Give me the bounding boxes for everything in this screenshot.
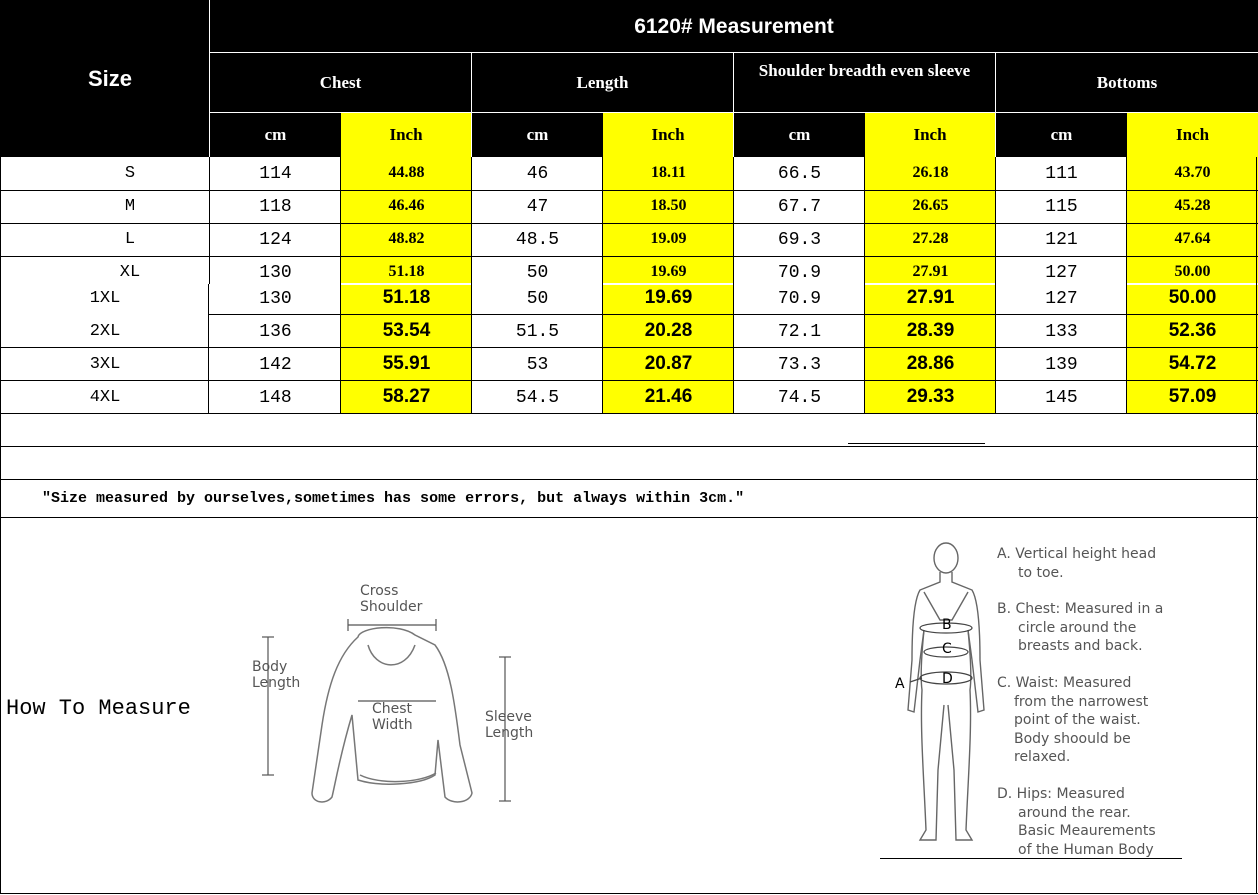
size-cell: 4XL [89,388,121,407]
chest-width-label: Chest [372,701,413,717]
description-d: D. Hips: Measured around the rear. Basic Meaurements of the Human Body [997,786,1156,858]
column-group-shoulder: Shoulder breadth even sleeve [758,61,971,80]
inch-value-cell: 29.33 [906,386,955,407]
inch-value-cell: 45.28 [1174,197,1211,214]
sleeve-length-label: Sleeve [485,709,532,725]
cm-value-cell: 67.7 [777,197,822,217]
human-body-icon [908,543,984,840]
inch-value-cell: 52.36 [1168,320,1217,341]
cm-value-cell: 133 [1045,322,1078,342]
column-group-bottoms: Bottoms [1096,72,1158,92]
row-divider [0,347,1258,348]
inch-value-cell: 18.50 [650,197,687,214]
unit-header: Inch [341,113,471,157]
sweater-measure-figure [240,575,540,815]
inch-value-cell: 20.28 [644,320,693,341]
size-cell: S [124,164,136,183]
description-c: C. Waist: Measured from the narrowest point of the waist. Body shoould be relaxed. [997,675,1149,765]
cm-value-cell: 47 [526,197,549,217]
inch-value-cell: 26.18 [912,164,949,181]
inch-value-cell: 44.88 [388,164,425,181]
row-divider [0,413,1258,414]
unit-header: Inch [603,113,733,157]
inch-value-cell: 58.27 [382,386,431,407]
row-divider [0,256,1258,257]
size-note: "Size measured by ourselves,sometimes has some errors, but always within 3cm." [42,490,745,507]
cm-value-cell: 145 [1045,388,1078,408]
cm-value-cell: 130 [259,263,292,283]
column-group-length: Length [576,72,629,92]
body-length-label: Length [252,675,301,691]
unit-header: Inch [865,113,995,157]
cm-value-cell: 70.9 [777,263,822,283]
unit-header: cm [526,125,549,144]
sleeve-length-label: Length [485,725,534,741]
cm-value-cell: 50 [526,289,549,309]
inch-value-cell: 19.69 [644,287,693,308]
inch-value-cell: 50.00 [1174,263,1211,280]
cm-value-cell: 139 [1045,355,1078,375]
cm-value-cell: 73.3 [777,355,822,375]
size-cell: 2XL [89,322,121,341]
row-divider [0,517,1258,518]
cm-value-cell: 66.5 [777,164,822,184]
cm-value-cell: 148 [259,388,292,408]
row-divider [0,446,1258,447]
body-length-label: Body [252,659,288,675]
description-b: B. Chest: Measured in a circle around the breasts and back. [997,601,1164,654]
letter-b-label: B [942,617,952,633]
letter-c-label: C [942,641,952,657]
size-cell: XL [119,263,141,282]
description-a: A. Vertical height head to toe. [997,546,1157,581]
inch-value-cell: 51.18 [388,263,425,280]
size-cell: 1XL [89,289,121,308]
cm-value-cell: 124 [259,230,292,250]
column-group-chest: Chest [319,72,362,92]
inch-value-cell: 27.91 [906,287,955,308]
column-divider [208,284,209,413]
cm-value-cell: 54.5 [515,388,560,408]
inch-value-cell: 20.87 [644,353,693,374]
cm-value-cell: 70.9 [777,289,822,309]
row-divider [0,190,1258,191]
cross-shoulder-label: Cross [360,583,399,599]
cm-value-cell: 121 [1045,230,1078,250]
cm-value-cell: 114 [259,164,292,184]
size-cell: M [124,197,136,216]
cm-value-cell: 53 [526,355,549,375]
cm-value-cell: 48.5 [515,230,560,250]
size-header: Size [88,66,133,91]
inch-value-cell: 46.46 [388,197,425,214]
size-cell: 3XL [89,355,121,374]
cm-value-cell: 142 [259,355,292,375]
cm-value-cell: 50 [526,263,549,283]
inch-value-cell: 19.09 [650,230,687,247]
inch-value-cell: 18.11 [650,164,687,181]
cm-value-cell: 51.5 [515,322,560,342]
cm-value-cell: 127 [1045,289,1078,309]
row-divider [0,479,1258,480]
row-divider [0,380,1258,381]
inch-value-cell: 28.39 [906,320,955,341]
unit-header: cm [264,125,287,144]
row-divider [0,223,1258,224]
row-divider [848,443,985,444]
body-measure-figure [880,540,995,860]
how-to-measure-label: How To Measure [6,696,191,721]
cm-value-cell: 69.3 [777,230,822,250]
cross-shoulder-label: Shoulder [360,599,423,615]
row-divider [0,893,1258,894]
cm-value-cell: 72.1 [777,322,822,342]
cm-value-cell: 115 [1045,197,1078,217]
unit-header: cm [1050,125,1073,144]
inch-value-cell: 47.64 [1174,230,1211,247]
inch-value-cell: 21.46 [644,386,693,407]
inch-value-cell: 28.86 [906,353,955,374]
inch-value-cell: 26.65 [912,197,949,214]
inch-value-cell: 48.82 [388,230,425,247]
cm-value-cell: 127 [1045,263,1078,283]
cm-value-cell: 111 [1045,164,1078,184]
inch-value-cell: 54.72 [1168,353,1217,374]
inch-value-cell: 50.00 [1168,287,1217,308]
table-border [0,157,1,894]
inch-value-cell: 43.70 [1174,164,1211,181]
inch-value-cell: 27.28 [912,230,949,247]
unit-header: Inch [1127,113,1258,157]
cm-value-cell: 130 [259,289,292,309]
chest-width-label: Width [372,717,413,733]
inch-value-cell: 57.09 [1168,386,1217,407]
size-cell: L [124,230,136,249]
inch-value-cell: 27.91 [912,263,949,280]
inch-value-cell: 55.91 [382,353,431,374]
inch-value-cell: 53.54 [382,320,431,341]
unit-header: cm [788,125,811,144]
inch-value-cell: 51.18 [382,287,431,308]
page-title: 6120# Measurement [634,15,834,38]
letter-a-label: A [895,676,905,692]
cm-value-cell: 118 [259,197,292,217]
cm-value-cell: 74.5 [777,388,822,408]
letter-d-label: D [942,671,953,687]
cm-value-cell: 136 [259,322,292,342]
inch-value-cell: 19.69 [650,263,687,280]
cm-value-cell: 46 [526,164,549,184]
